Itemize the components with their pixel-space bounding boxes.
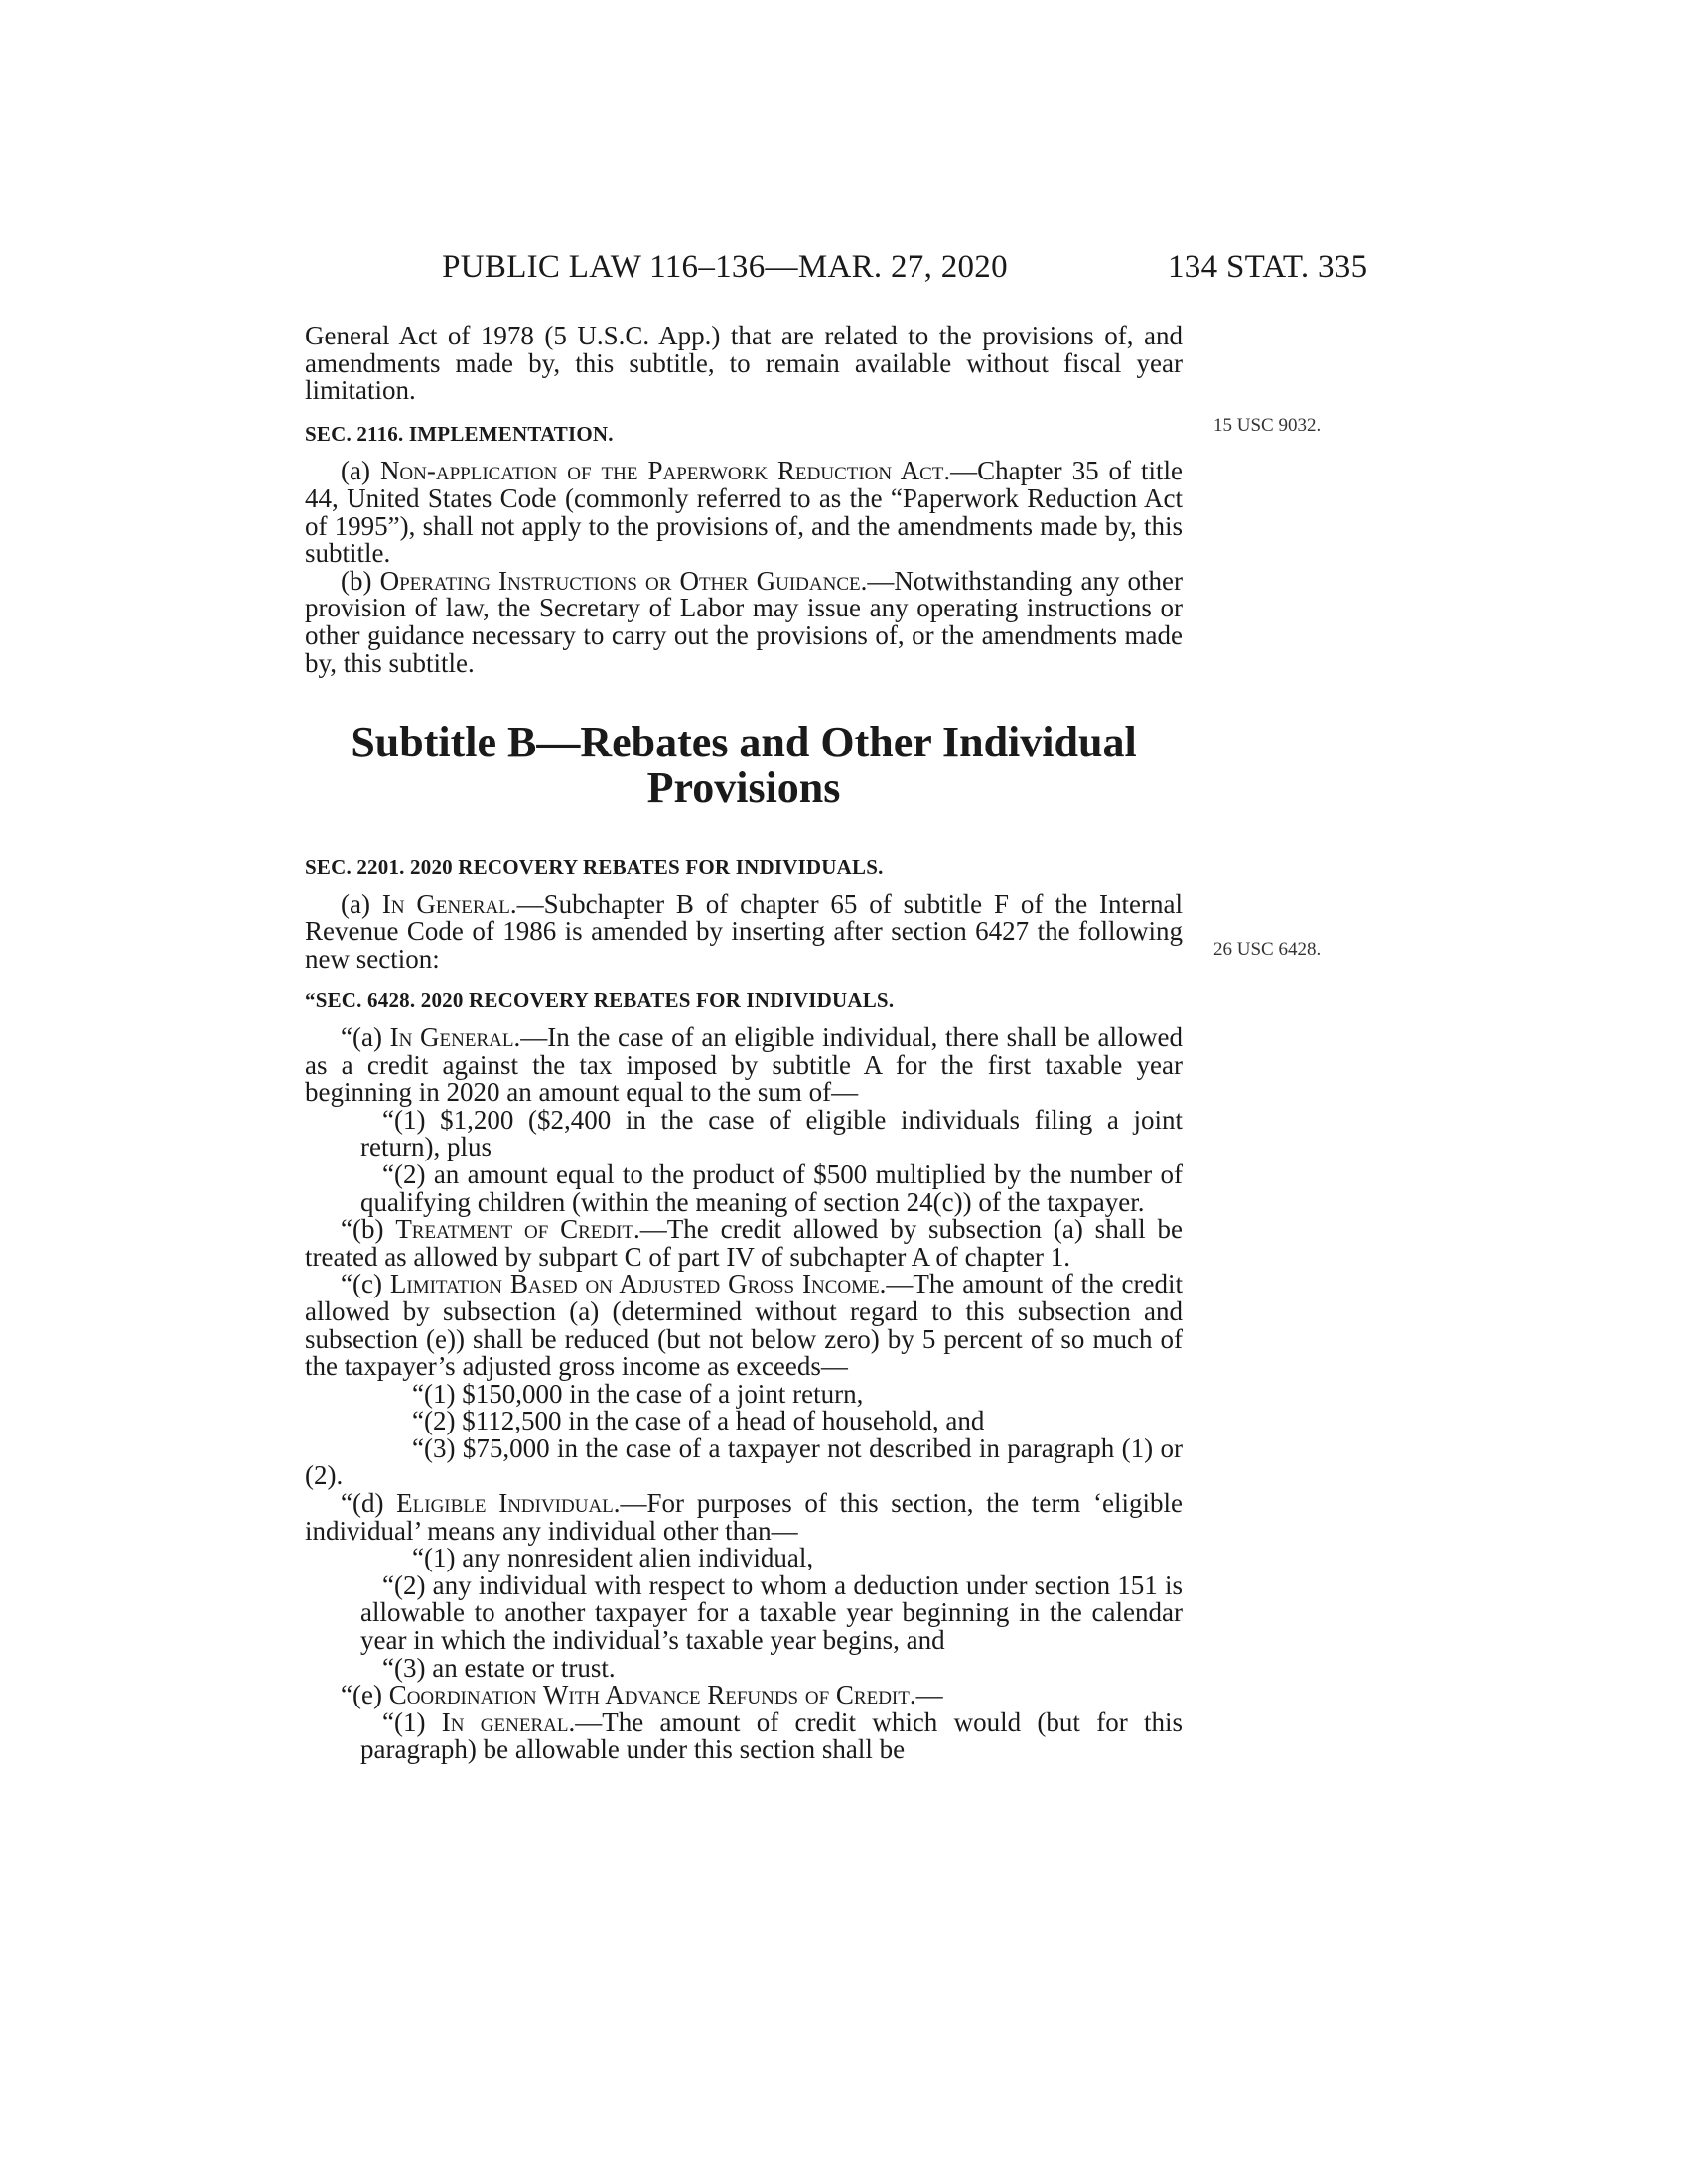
para-title: In General [381, 888, 510, 919]
sec-6428-e1 [305, 1706, 1184, 1765]
sec-2116-b [305, 565, 1184, 678]
para-title: In General [389, 1022, 514, 1052]
sec-6428-d3: “(3) an estate or trust. [382, 1652, 616, 1683]
subtitle-line-1: Subtitle B—Rebates and Other Individual [351, 718, 1137, 766]
para-text: .—The amount of credit which would (but for this paragraph) be allowable under this section shall be [360, 1706, 1184, 1765]
sec-6428-d1: “(1) any nonresident alien individual, [412, 1543, 814, 1573]
intro-paragraph: General Act of 1978 (5 U.S.C. App.) that are related to the provisions of, and amendments made by, this subtitle, to remain available without fiscal year limitation. [305, 321, 1183, 406]
para-text: .—In the case of an eligible individual, there shall be allowed as a credit against the tax imposed by subtitle A for the first taxable year beginning in 2020 an amount equal to the sum of— [305, 1022, 1183, 1108]
para-title: In general [441, 1706, 569, 1737]
header-stat-page: 134 STAT. 335 [1168, 249, 1368, 285]
para-text: .—Chapter 35 of title 44, United States Code (commonly referred to as the “Paperwork Reduction Act of 1995”), shall not apply to the provisions of, and the amendments made by, this subtitle. [305, 456, 1183, 569]
para-prefix: (a) [341, 456, 380, 486]
margin-note-26-usc: 26 USC 6428. [1213, 939, 1322, 960]
sec-6428-c [305, 1271, 1183, 1380]
sec-2201-a [305, 888, 1184, 974]
sec-6428-d [305, 1490, 1183, 1545]
para-prefix: “(b) [341, 1214, 396, 1245]
subtitle-line-2: Provisions [646, 763, 841, 812]
para-prefix: “(a) [341, 1022, 390, 1052]
para-text: .—The amount of the credit allowed by subsection (a) (determined without regard to this subsection and subsection (e)) shall be reduced (but not below zero) by 5 percent of so much of the taxpayer’s adjusted gross income as exceeds— [305, 1269, 1183, 1382]
section-2201-block [305, 854, 1183, 1764]
para-title: Operating Instructions or Other Guidance [379, 565, 861, 596]
sec-6428-heading: “SEC. 6428. 2020 RECOVERY REBATES FOR INDIVIDUALS. [305, 988, 895, 1013]
sec-6428-a1: “(1) $1,200 ($2,400 in the case of eligible individuals filing a joint return), plus [360, 1104, 1183, 1162]
sec-6428-d2: “(2) any individual with respect to whom a deduction under section 151 is allowable to another taxpayer for a taxable year beginning in the calendar year in which the individual’s taxable year begins, and [360, 1570, 1183, 1656]
sec-6428-a [305, 1024, 1183, 1107]
para-prefix: (a) [341, 888, 382, 919]
para-title: Treatment of Credit [395, 1214, 634, 1245]
header-title: PUBLIC LAW 116–136—MAR. 27, 2020 [442, 249, 1008, 285]
sec-6428-e [305, 1682, 1183, 1709]
para-text: .—The credit allowed by subsection (a) shall be treated as allowed by subpart C of part IV of subchapter A of chapter 1. [305, 1214, 1183, 1272]
para-prefix: (b) [341, 565, 380, 596]
para-text: .—Notwithstanding any other provision of law, the Secretary of Labor may issue any operating instructions or other guidance necessary to carry out the provisions of, or the amendments made by, this subtitle. [305, 565, 1184, 678]
sec-6428-a2: “(2) an amount equal to the product of $500 multiplied by the number of qualifying children (within the meaning of section 24(c)) of the taxpayer. [360, 1159, 1183, 1217]
para-prefix: “(c) [341, 1269, 390, 1299]
para-title: Eligible Individual [396, 1488, 614, 1519]
para-title: Limitation Based on Adjusted Gross Income [389, 1269, 880, 1299]
sec-2116-a [305, 458, 1183, 567]
margin-note-15-usc: 15 USC 9032. [1213, 415, 1322, 436]
subtitle-heading [305, 720, 1183, 811]
para-prefix: “(d) [341, 1488, 397, 1519]
para-prefix: “(1) [382, 1706, 442, 1737]
sec-6428-b [305, 1216, 1183, 1271]
para-prefix: “(e) [341, 1680, 389, 1710]
para-title: Coordination With Advance Refunds of Credit [388, 1680, 910, 1710]
sec-2201-heading: SEC. 2201. 2020 RECOVERY REBATES FOR INDIVIDUALS. [305, 855, 884, 879]
para-text: .— [909, 1680, 943, 1710]
para-title: Non-application of the Paperwork Reduction Act [379, 456, 944, 486]
sec-6428-c1: “(1) $150,000 in the case of a joint return, [412, 1378, 864, 1409]
para-text: .—Subchapter B of chapter 65 of subtitle F of the Internal Revenue Code of 1986 is amended by inserting after section 6427 the following new section: [305, 888, 1184, 974]
section-2116-block [305, 323, 1183, 677]
sec-2116-heading: SEC. 2116. IMPLEMENTATION. [305, 421, 614, 446]
para-text: .—For purposes of this section, the term ‘eligible individual’ means any individual other than— [305, 1488, 1183, 1546]
sec-6428-c3: “(3) $75,000 in the case of a taxpayer not described in paragraph (1) or (2). [305, 1433, 1183, 1491]
sec-6428-c2: “(2) $112,500 in the case of a head of household, and [412, 1406, 985, 1436]
